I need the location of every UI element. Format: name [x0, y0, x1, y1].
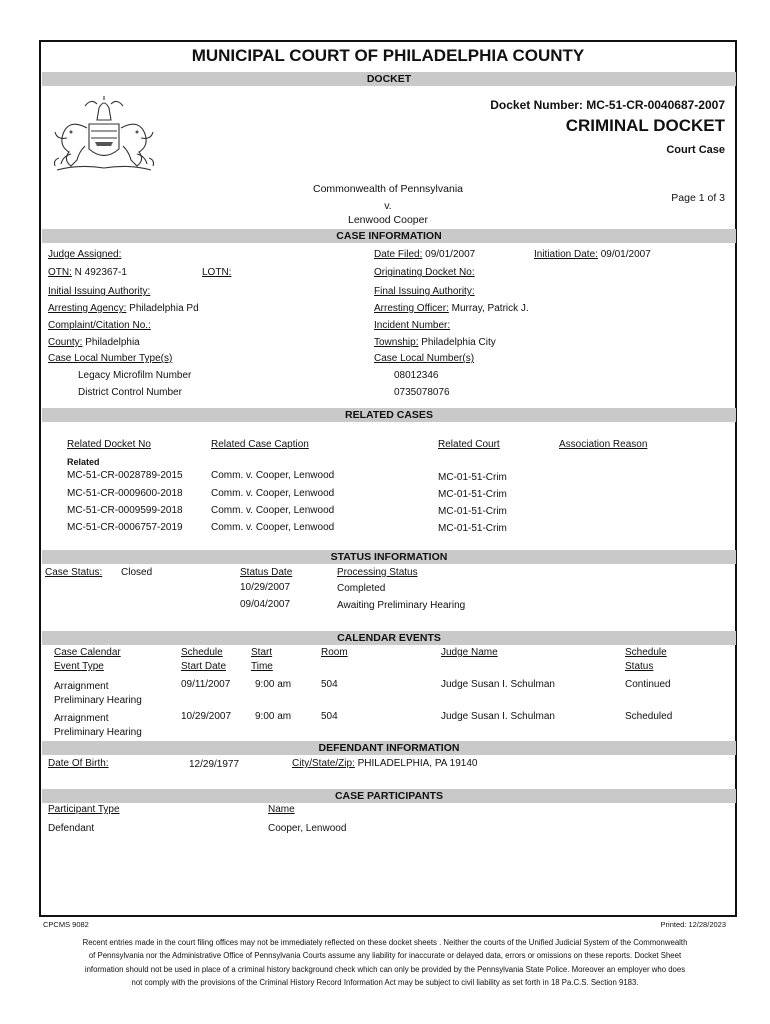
related-group-label: Related — [67, 457, 100, 467]
local-type-2: District Control Number — [78, 387, 182, 398]
case-status-label: Case Status: — [45, 567, 103, 578]
col-status-2: Status — [625, 661, 654, 672]
event-row-status: Continued — [625, 679, 671, 690]
judge-assigned-label: Judge Assigned: — [48, 249, 122, 260]
status-row-date: 09/04/2007 — [240, 599, 291, 610]
event-row-type-1: Arraignment — [54, 681, 109, 692]
city-state-zip: City/State/Zip: PHILADELPHIA, PA 19140 — [292, 758, 478, 769]
col-event-1: Case Calendar — [54, 647, 121, 658]
col-related-docket: Related Docket No — [67, 439, 151, 450]
case-information-bar: CASE INFORMATION — [42, 229, 736, 243]
table-row-caption: Comm. v. Cooper, Lenwood — [211, 522, 335, 533]
table-row-docket: MC-51-CR-0009600-2018 — [67, 488, 183, 499]
event-row-status: Scheduled — [625, 711, 673, 722]
table-row-caption: Comm. v. Cooper, Lenwood — [211, 470, 335, 481]
local-type-label: Case Local Number Type(s) — [48, 353, 173, 364]
processing-status-label: Processing Status — [337, 567, 418, 578]
event-row-date: 09/11/2007 — [181, 679, 231, 690]
local-number-2: 0735078076 — [394, 387, 450, 398]
event-row-room: 504 — [321, 711, 338, 722]
local-number-label: Case Local Number(s) — [374, 353, 475, 364]
table-row-caption: Comm. v. Cooper, Lenwood — [211, 505, 335, 516]
printed-date: Printed: 12/28/2023 — [660, 920, 726, 929]
county: County: Philadelphia — [48, 337, 140, 348]
status-row-status: Awaiting Preliminary Hearing — [337, 600, 466, 611]
disclaimer: Recent entries made in the court filing offices may not be immediately reflected on these docket sheets . Neither the courts of the Unified Judicial System of the Commonwealth of Pennsylvania nor the Administrative Office of Pennsylvania Courts assume any liability for inaccurate or delayed data, errors or omissions on these reports. Docket Sheet information should not be used in place of a criminal history background check which can only be provided by the Pennsylvania State Police. Moreover an employer who does not comply with the provisions of the Criminal History Record Information Act may be subject to civil liability as set forth in 18 Pa.C.S. Section 9183. — [82, 938, 688, 988]
lotn-label: LOTN: — [202, 267, 232, 278]
date-filed: Date Filed: 09/01/2007 — [374, 249, 476, 260]
case-participants-bar: CASE PARTICIPANTS — [42, 789, 736, 803]
local-number-1: 08012346 — [394, 370, 439, 381]
case-status-value: Closed — [121, 567, 153, 578]
event-row-judge: Judge Susan I. Schulman — [441, 711, 555, 722]
complaint-label: Complaint/Citation No.: — [48, 320, 151, 331]
table-row-docket: MC-51-CR-0006757-2019 — [67, 522, 183, 533]
col-schedule-1: Schedule — [181, 647, 223, 658]
participant-name: Cooper, Lenwood — [268, 823, 347, 834]
col-judge: Judge Name — [441, 647, 498, 658]
event-row-date: 10/29/2007 — [181, 711, 232, 722]
related-cases-bar: RELATED CASES — [42, 408, 736, 422]
col-association-reason: Association Reason — [559, 439, 648, 450]
col-related-caption: Related Case Caption — [211, 439, 309, 450]
table-row-docket: MC-51-CR-0009599-2018 — [67, 505, 183, 516]
case-kind: Court Case — [666, 144, 725, 156]
otn: OTN: N 492367-1 — [48, 267, 127, 278]
event-row-time: 9:00 am — [255, 711, 292, 722]
initial-issuing-label: Initial Issuing Authority: — [48, 286, 151, 297]
initiation-date: Initiation Date: 09/01/2007 — [534, 249, 651, 260]
dob-value: 12/29/1977 — [189, 759, 240, 770]
arresting-officer: Arresting Officer: Murray, Patrick J. — [374, 303, 529, 314]
col-room: Room — [321, 647, 348, 658]
calendar-events-bar: CALENDAR EVENTS — [42, 631, 736, 645]
participant-type: Defendant — [48, 823, 95, 834]
col-start-2: Time — [251, 661, 273, 672]
page-label: Page 1 of 3 — [671, 192, 725, 204]
local-type-1: Legacy Microfilm Number — [78, 370, 192, 381]
col-participant-type: Participant Type — [48, 804, 120, 815]
arresting-agency: Arresting Agency: Philadelphia Pd — [48, 303, 199, 314]
caption-line-2: v. — [384, 200, 392, 212]
caption-line-1: Commonwealth of Pennsylvania — [313, 183, 463, 195]
township: Township: Philadelphia City — [374, 337, 496, 348]
col-related-court: Related Court — [438, 439, 500, 450]
docket-bar: DOCKET — [42, 72, 736, 86]
event-row-type-1: Arraignment — [54, 713, 109, 724]
col-event-2: Event Type — [54, 661, 104, 672]
table-row-court: MC-01-51-Crim — [438, 489, 507, 500]
table-row-court: MC-01-51-Crim — [438, 472, 507, 483]
table-row-court: MC-01-51-Crim — [438, 523, 507, 534]
dob-label: Date Of Birth: — [48, 758, 109, 769]
col-schedule-2: Start Date — [181, 661, 227, 672]
table-row-court: MC-01-51-Crim — [438, 506, 507, 517]
status-row-date: 10/29/2007 — [240, 582, 291, 593]
col-start-1: Start — [251, 647, 273, 658]
final-issuing-label: Final Issuing Authority: — [374, 286, 475, 297]
docket-page — [39, 40, 737, 917]
event-row-time: 9:00 am — [255, 679, 292, 690]
status-information-bar: STATUS INFORMATION — [42, 550, 736, 564]
court-name: MUNICIPAL COURT OF PHILADELPHIA COUNTY — [191, 46, 585, 65]
col-participant-name: Name — [268, 804, 295, 815]
status-row-status: Completed — [337, 583, 386, 594]
defendant-information-bar: DEFENDANT INFORMATION — [42, 741, 736, 755]
incident-label: Incident Number: — [374, 320, 451, 331]
originating-docket-label: Originating Docket No: — [374, 267, 475, 278]
docket-type: CRIMINAL DOCKET — [565, 116, 725, 135]
event-row-type-2: Preliminary Hearing — [54, 695, 142, 706]
event-row-room: 504 — [321, 679, 338, 690]
event-row-judge: Judge Susan I. Schulman — [441, 679, 555, 690]
table-row-caption: Comm. v. Cooper, Lenwood — [211, 488, 335, 499]
caption-line-3: Lenwood Cooper — [348, 214, 428, 226]
pennsylvania-coat-of-arms-icon — [49, 94, 159, 176]
status-date-label: Status Date — [240, 567, 293, 578]
table-row-docket: MC-51-CR-0028789-2015 — [67, 470, 183, 481]
form-id: CPCMS 9082 — [43, 920, 89, 929]
docket-number: Docket Number: MC-51-CR-0040687-2007 — [490, 98, 725, 112]
event-row-type-2: Preliminary Hearing — [54, 727, 142, 738]
col-status-1: Schedule — [625, 647, 667, 658]
